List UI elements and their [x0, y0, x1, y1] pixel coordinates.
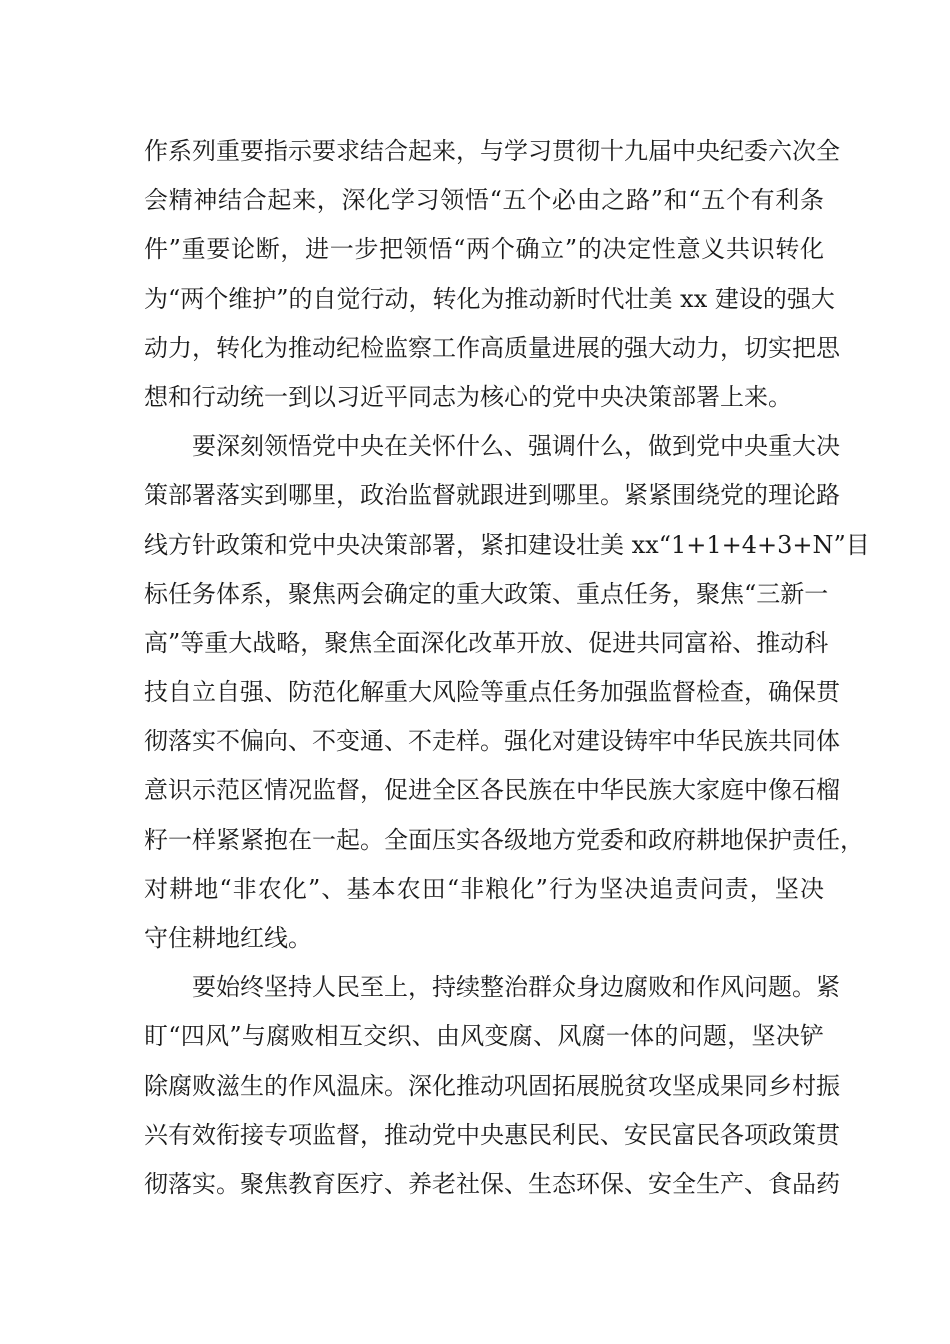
paragraph — [144, 422, 870, 963]
text-line: 想和行动统一到以习近平同志为核心的党中央决策部署上来。 — [144, 382, 792, 411]
text-line: 作系列重要指示要求结合起来，与学习贯彻十九届中央纪委六次全 — [144, 137, 840, 165]
text-line: 要始终坚持人民至上，持续整治群众身边腐败和作风问题。紧 — [192, 973, 840, 1002]
text-line: 除腐败滋生的作风温床。深化推动巩固拓展脱贫攻坚成果同乡村振 — [144, 1071, 840, 1100]
text-line: 籽一样紧紧抱在一起。全面压实各级地方党委和政府耕地保护责任， — [144, 825, 864, 854]
text-line: 标任务体系，聚焦两会确定的重大政策、重点任务，聚焦“三新一 — [144, 579, 829, 608]
text-line: 为“两个维护”的自觉行动，转化为推动新时代壮美 xx 建设的强大 — [144, 284, 835, 313]
text-line: 意识示范区情况监督，促进全区各民族在中华民族大家庭中像石榴 — [144, 776, 840, 805]
text-line: 动力，转化为推动纪检监察工作高质量进展的强大动力，切实把思 — [144, 333, 840, 362]
paragraph — [144, 963, 840, 1209]
text-line: 会精神结合起来，深化学习领悟“五个必由之路”和“五个有利条 — [144, 186, 824, 215]
text-line: 对耕地“非农化”、基本农田“非粮化”行为坚决追责问责，坚决 — [144, 874, 824, 903]
text-line: 要深刻领悟党中央在关怀什么、强调什么，做到党中央重大决 — [192, 432, 840, 461]
text-line: 兴有效衔接专项监督，推动党中央惠民利民、安民富民各项政策贯 — [144, 1120, 840, 1149]
text-line: 高”等重大战略，聚焦全面深化改革开放、促进共同富裕、推动科 — [144, 628, 829, 657]
paragraph — [144, 127, 840, 422]
text-line: 彻落实。聚焦教育医疗、养老社保、生态环保、安全生产、食品药 — [144, 1169, 840, 1198]
text-line: 策部署落实到哪里，政治监督就跟进到哪里。紧紧围绕党的理论路 — [144, 481, 840, 510]
text-line: 守住耕地红线。 — [144, 924, 312, 952]
text-line: 彻落实不偏向、不变通、不走样。强化对建设铸牢中华民族共同体 — [144, 727, 840, 756]
text-line: 盯“四风”与腐败相互交织、由风变腐、风腐一体的问题，坚决铲 — [144, 1022, 824, 1051]
document-body — [144, 127, 870, 1209]
text-line: 线方针政策和党中央决策部署，紧扣建设壮美 xx“1+1+4+3+N”目 — [144, 530, 870, 559]
text-line: 件”重要论断，进一步把领悟“两个确立”的决定性意义共识转化 — [144, 235, 824, 264]
text-line: 技自立自强、防范化解重大风险等重点任务加强监督检查，确保贯 — [144, 678, 840, 707]
